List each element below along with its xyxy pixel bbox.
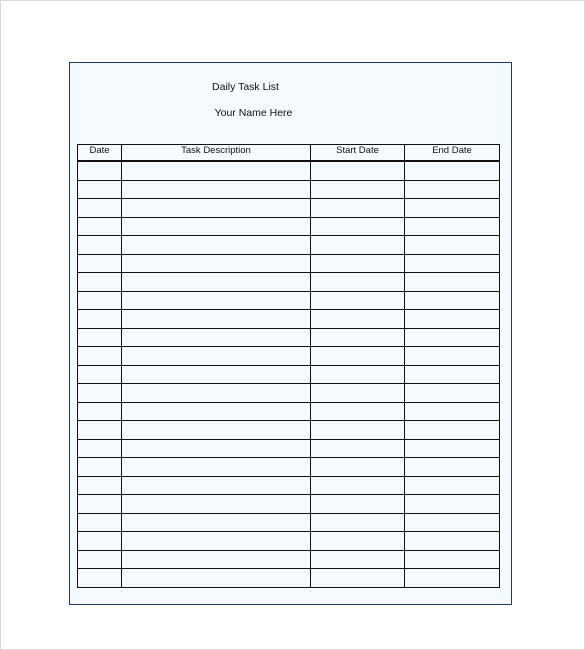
date-cell	[78, 291, 122, 310]
table-row	[78, 513, 500, 532]
end-date-cell	[405, 384, 500, 403]
table-row	[78, 402, 500, 421]
table-row	[78, 495, 500, 514]
task-table-body	[78, 161, 500, 587]
task-description-cell	[122, 384, 311, 403]
table-row	[78, 458, 500, 477]
start-date-cell	[311, 291, 405, 310]
start-date-cell	[311, 532, 405, 551]
name-text: Your Name Here	[214, 107, 293, 119]
end-date-cell	[405, 495, 500, 514]
start-date-cell	[311, 421, 405, 440]
start-date-cell	[311, 328, 405, 347]
table-row	[78, 384, 500, 403]
table-row	[78, 532, 500, 551]
end-date-cell	[405, 291, 500, 310]
task-list-sheet	[69, 62, 512, 605]
task-description-cell	[122, 328, 311, 347]
end-date-cell	[405, 310, 500, 329]
task-description-cell	[122, 310, 311, 329]
table-row	[78, 199, 500, 218]
table-row	[78, 236, 500, 255]
start-date-cell	[311, 569, 405, 588]
date-cell	[78, 199, 122, 218]
start-date-cell	[311, 161, 405, 180]
end-date-cell	[405, 180, 500, 199]
table-row	[78, 254, 500, 273]
date-cell	[78, 310, 122, 329]
date-cell	[78, 495, 122, 514]
task-description-cell	[122, 180, 311, 199]
task-description-cell	[122, 458, 311, 477]
task-description-cell	[122, 495, 311, 514]
task-description-cell	[122, 550, 311, 569]
task-table	[77, 144, 500, 588]
date-cell	[78, 180, 122, 199]
start-date-cell	[311, 550, 405, 569]
title-text: Daily Task List	[212, 81, 279, 93]
column-header-end-date: End Date	[405, 145, 500, 162]
table-row	[78, 476, 500, 495]
task-description-cell	[122, 402, 311, 421]
end-date-cell	[405, 569, 500, 588]
start-date-cell	[311, 476, 405, 495]
end-date-cell	[405, 402, 500, 421]
start-date-cell	[311, 236, 405, 255]
date-cell	[78, 217, 122, 236]
task-description-cell	[122, 347, 311, 366]
task-description-cell	[122, 421, 311, 440]
task-description-cell	[122, 513, 311, 532]
column-header-task-description: Task Description	[122, 145, 311, 162]
end-date-cell	[405, 347, 500, 366]
column-header-date: Date	[78, 145, 122, 162]
start-date-cell	[311, 513, 405, 532]
table-row	[78, 365, 500, 384]
date-cell	[78, 254, 122, 273]
header-row	[78, 145, 500, 162]
task-description-cell	[122, 236, 311, 255]
task-description-cell	[122, 569, 311, 588]
table-row	[78, 273, 500, 292]
date-cell	[78, 273, 122, 292]
start-date-cell	[311, 180, 405, 199]
end-date-cell	[405, 328, 500, 347]
start-date-cell	[311, 439, 405, 458]
table-row	[78, 217, 500, 236]
date-cell	[78, 236, 122, 255]
date-cell	[78, 550, 122, 569]
date-cell	[78, 384, 122, 403]
table-row	[78, 328, 500, 347]
table-row	[78, 569, 500, 588]
start-date-cell	[311, 310, 405, 329]
column-header-start-date: Start Date	[311, 145, 405, 162]
end-date-cell	[405, 476, 500, 495]
end-date-cell	[405, 532, 500, 551]
start-date-cell	[311, 458, 405, 477]
end-date-cell	[405, 199, 500, 218]
date-cell	[78, 421, 122, 440]
end-date-cell	[405, 217, 500, 236]
date-cell	[78, 458, 122, 477]
task-description-cell	[122, 439, 311, 458]
date-cell	[78, 532, 122, 551]
task-description-cell	[122, 254, 311, 273]
date-cell	[78, 161, 122, 180]
start-date-cell	[311, 254, 405, 273]
date-cell	[78, 569, 122, 588]
task-description-cell	[122, 365, 311, 384]
task-description-cell	[122, 532, 311, 551]
table-row	[78, 180, 500, 199]
start-date-cell	[311, 384, 405, 403]
task-description-cell	[122, 161, 311, 180]
table-row	[78, 310, 500, 329]
table-row	[78, 550, 500, 569]
document-title	[70, 81, 511, 93]
end-date-cell	[405, 513, 500, 532]
end-date-cell	[405, 365, 500, 384]
start-date-cell	[311, 365, 405, 384]
end-date-cell	[405, 273, 500, 292]
date-cell	[78, 365, 122, 384]
table-row	[78, 161, 500, 180]
date-cell	[78, 328, 122, 347]
end-date-cell	[405, 421, 500, 440]
start-date-cell	[311, 495, 405, 514]
task-description-cell	[122, 217, 311, 236]
start-date-cell	[311, 217, 405, 236]
date-cell	[78, 476, 122, 495]
task-description-cell	[122, 476, 311, 495]
table-row	[78, 347, 500, 366]
end-date-cell	[405, 236, 500, 255]
date-cell	[78, 402, 122, 421]
end-date-cell	[405, 458, 500, 477]
date-cell	[78, 347, 122, 366]
end-date-cell	[405, 550, 500, 569]
end-date-cell	[405, 439, 500, 458]
end-date-cell	[405, 254, 500, 273]
task-description-cell	[122, 199, 311, 218]
table-row	[78, 439, 500, 458]
table-row	[78, 421, 500, 440]
start-date-cell	[311, 402, 405, 421]
task-description-cell	[122, 273, 311, 292]
table-row	[78, 291, 500, 310]
end-date-cell	[405, 161, 500, 180]
start-date-cell	[311, 273, 405, 292]
start-date-cell	[311, 347, 405, 366]
start-date-cell	[311, 199, 405, 218]
date-cell	[78, 513, 122, 532]
date-cell	[78, 439, 122, 458]
task-description-cell	[122, 291, 311, 310]
name-line	[70, 107, 511, 119]
